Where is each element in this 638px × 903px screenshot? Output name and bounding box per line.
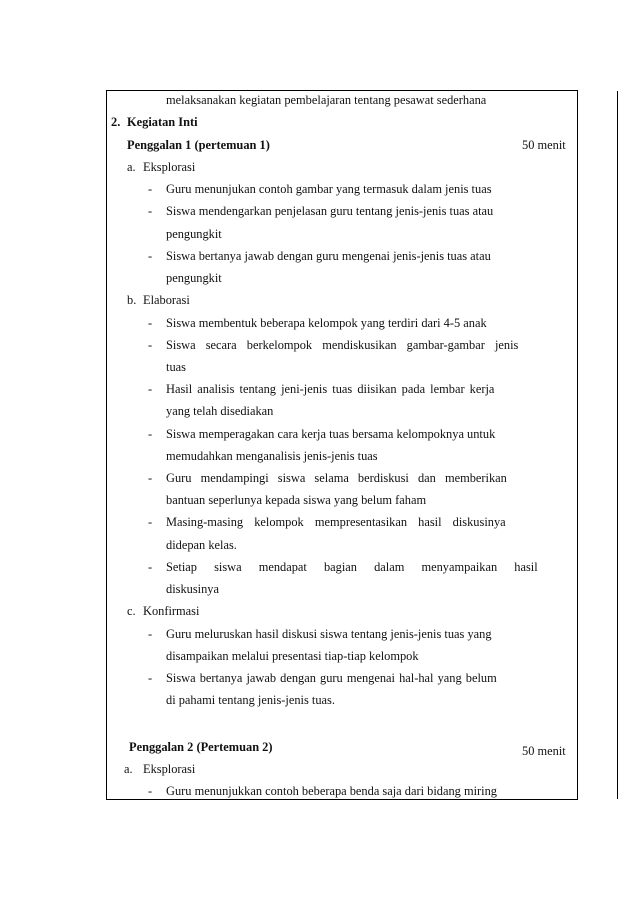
list-item: Guru mendampingi siswa selama berdiskusi dan memberikan xyxy=(166,471,507,485)
section-title: Kegiatan Inti xyxy=(127,115,198,129)
list-item-continuation: yang telah disediakan xyxy=(166,404,274,418)
list-item: Guru menunjukkan contoh beberapa benda saja dari bidang miring xyxy=(166,784,498,798)
column-divider xyxy=(617,91,618,799)
part1-title: Penggalan 1 (pertemuan 1) xyxy=(127,138,270,152)
list-item-continuation: didepan kelas. xyxy=(166,538,237,552)
part2-a-label: Eksplorasi xyxy=(143,762,196,776)
bullet-dash: - xyxy=(148,182,153,196)
list-item: Masing-masing kelompok mempresentasikan hasil diskusinya xyxy=(166,515,506,529)
list-item: Siswa bertanya jawab dengan guru mengenai hal-hal yang belum xyxy=(166,671,497,685)
list-item-continuation: pengungkit xyxy=(166,271,222,285)
list-item: Siswa membentuk beberapa kelompok yang terdiri dari 4-5 anak xyxy=(166,316,487,330)
list-item-continuation: memudahkan menganalisis jenis-jenis tuas xyxy=(166,449,378,463)
bullet-dash: - xyxy=(148,784,153,798)
bullet-dash: - xyxy=(148,671,153,685)
bullet-dash: - xyxy=(148,316,153,330)
list-item xyxy=(166,203,509,219)
bullet-dash: - xyxy=(148,382,153,396)
list-item: Guru meluruskan hasil diskusi siswa tentang jenis-jenis tuas yang xyxy=(166,627,492,641)
part1-b-letter: b. xyxy=(127,293,137,307)
part1-c-label: Konfirmasi xyxy=(143,604,200,618)
part1-b-label: Elaborasi xyxy=(143,293,190,307)
list-item: Hasil analisis tentang jeni-jenis tuas diisikan pada lembar kerja xyxy=(166,382,495,396)
intro-line: melaksanakan kegiatan pembelajaran tentang pesawat sederhana xyxy=(166,93,487,107)
part2-a-letter: a. xyxy=(124,762,133,776)
bullet-dash: - xyxy=(148,471,153,485)
list-item-continuation: tuas xyxy=(166,360,186,374)
bullet-dash: - xyxy=(148,204,153,218)
list-item: Guru menunjukan contoh gambar yang termasuk dalam jenis tuas xyxy=(166,182,492,196)
list-item-text: Siswa mendengarkan penjelasan guru tentang jenis-jenis tuas atau xyxy=(166,204,494,218)
bullet-dash: - xyxy=(148,560,153,574)
list-item-continuation: pengungkit xyxy=(166,227,222,241)
part1-time: 50 menit xyxy=(522,138,566,152)
list-item-text: Siswa bertanya jawab dengan guru mengenai jenis-jenis tuas atau xyxy=(166,249,491,263)
bullet-dash: - xyxy=(148,249,153,263)
bullet-dash: - xyxy=(148,338,153,352)
list-item-continuation: di pahami tentang jenis-jenis tuas. xyxy=(166,693,335,707)
part1-c-letter: c. xyxy=(127,604,136,618)
bullet-dash: - xyxy=(148,627,153,641)
list-item: Siswa secara berkelompok mendiskusikan gambar-gambar jenis xyxy=(166,338,519,352)
part1-a-label: Eksplorasi xyxy=(143,160,196,174)
part1-a-letter: a. xyxy=(127,160,136,174)
bullet-dash: - xyxy=(148,515,153,529)
list-item-continuation: disampaikan melalui presentasi tiap-tiap kelompok xyxy=(166,649,419,663)
part2-time: 50 menit xyxy=(522,744,566,758)
list-item: Setiap siswa mendapat bagian dalam menyampaikan hasil xyxy=(166,560,538,574)
part2-title: Penggalan 2 (Pertemuan 2) xyxy=(129,740,273,754)
section-number: 2. xyxy=(111,115,121,129)
list-item-continuation: diskusinya xyxy=(166,582,220,596)
bullet-dash: - xyxy=(148,427,153,441)
list-item xyxy=(166,248,509,264)
list-item-continuation: bantuan seperlunya kepada siswa yang belum faham xyxy=(166,493,427,507)
list-item: Siswa memperagakan cara kerja tuas bersama kelompoknya untuk xyxy=(166,427,496,441)
